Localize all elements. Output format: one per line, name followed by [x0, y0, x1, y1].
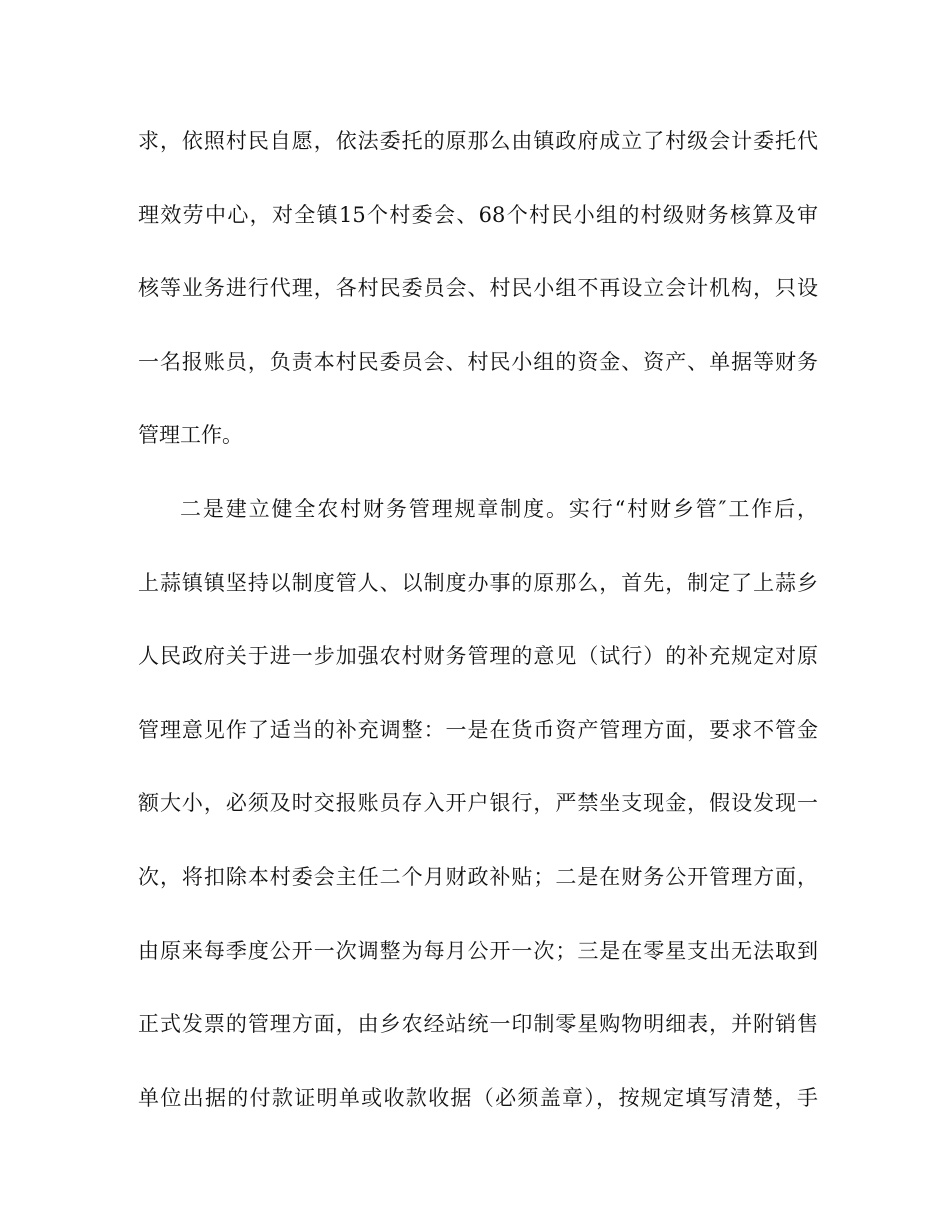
- text-line: 单位出据的付款证明单或收款收据（必须盖章），按规定填写清楚，手: [138, 1086, 818, 1110]
- text-line: 一名报账员，负责本村民委员会、村民小组的资金、资产、单据等财务: [138, 350, 818, 374]
- text-line: 理效劳中心，对全镇15个村委会、68个村民小组的村级财务核算及审: [138, 203, 818, 227]
- text-line: 管理工作。: [138, 423, 243, 447]
- text-line: 二是建立健全农村财务管理规章制度。实行“村财乡管″工作后，: [180, 497, 818, 521]
- text-line: 求，依照村民自愿，依法委托的原那么由镇政府成立了村级会计委托代: [138, 129, 818, 153]
- text-line: 次，将扣除本村委会主任二个月财政补贴；二是在财务公开管理方面，: [138, 865, 818, 889]
- text-line: 人民政府关于进一步加强农村财务管理的意见（试行）的补充规定对原: [138, 644, 818, 668]
- text-line: 核等业务进行代理，各村民委员会、村民小组不再设立会计机构，只设: [138, 276, 818, 300]
- text-line: 上蒜镇镇坚持以制度管人、以制度办事的原那么，首先，制定了上蒜乡: [138, 571, 818, 595]
- text-line: 正式发票的管理方面，由乡农经站统一印制零星购物明细表，并附销售: [138, 1012, 818, 1036]
- text-line: 额大小，必须及时交报账员存入开户银行，严禁坐支现金，假设发现一: [138, 791, 818, 815]
- text-line: 由原来每季度公开一次调整为每月公开一次；三是在零星支出无法取到: [138, 939, 818, 963]
- text-line: 管理意见作了适当的补充调整：一是在货币资产管理方面，要求不管金: [138, 718, 818, 742]
